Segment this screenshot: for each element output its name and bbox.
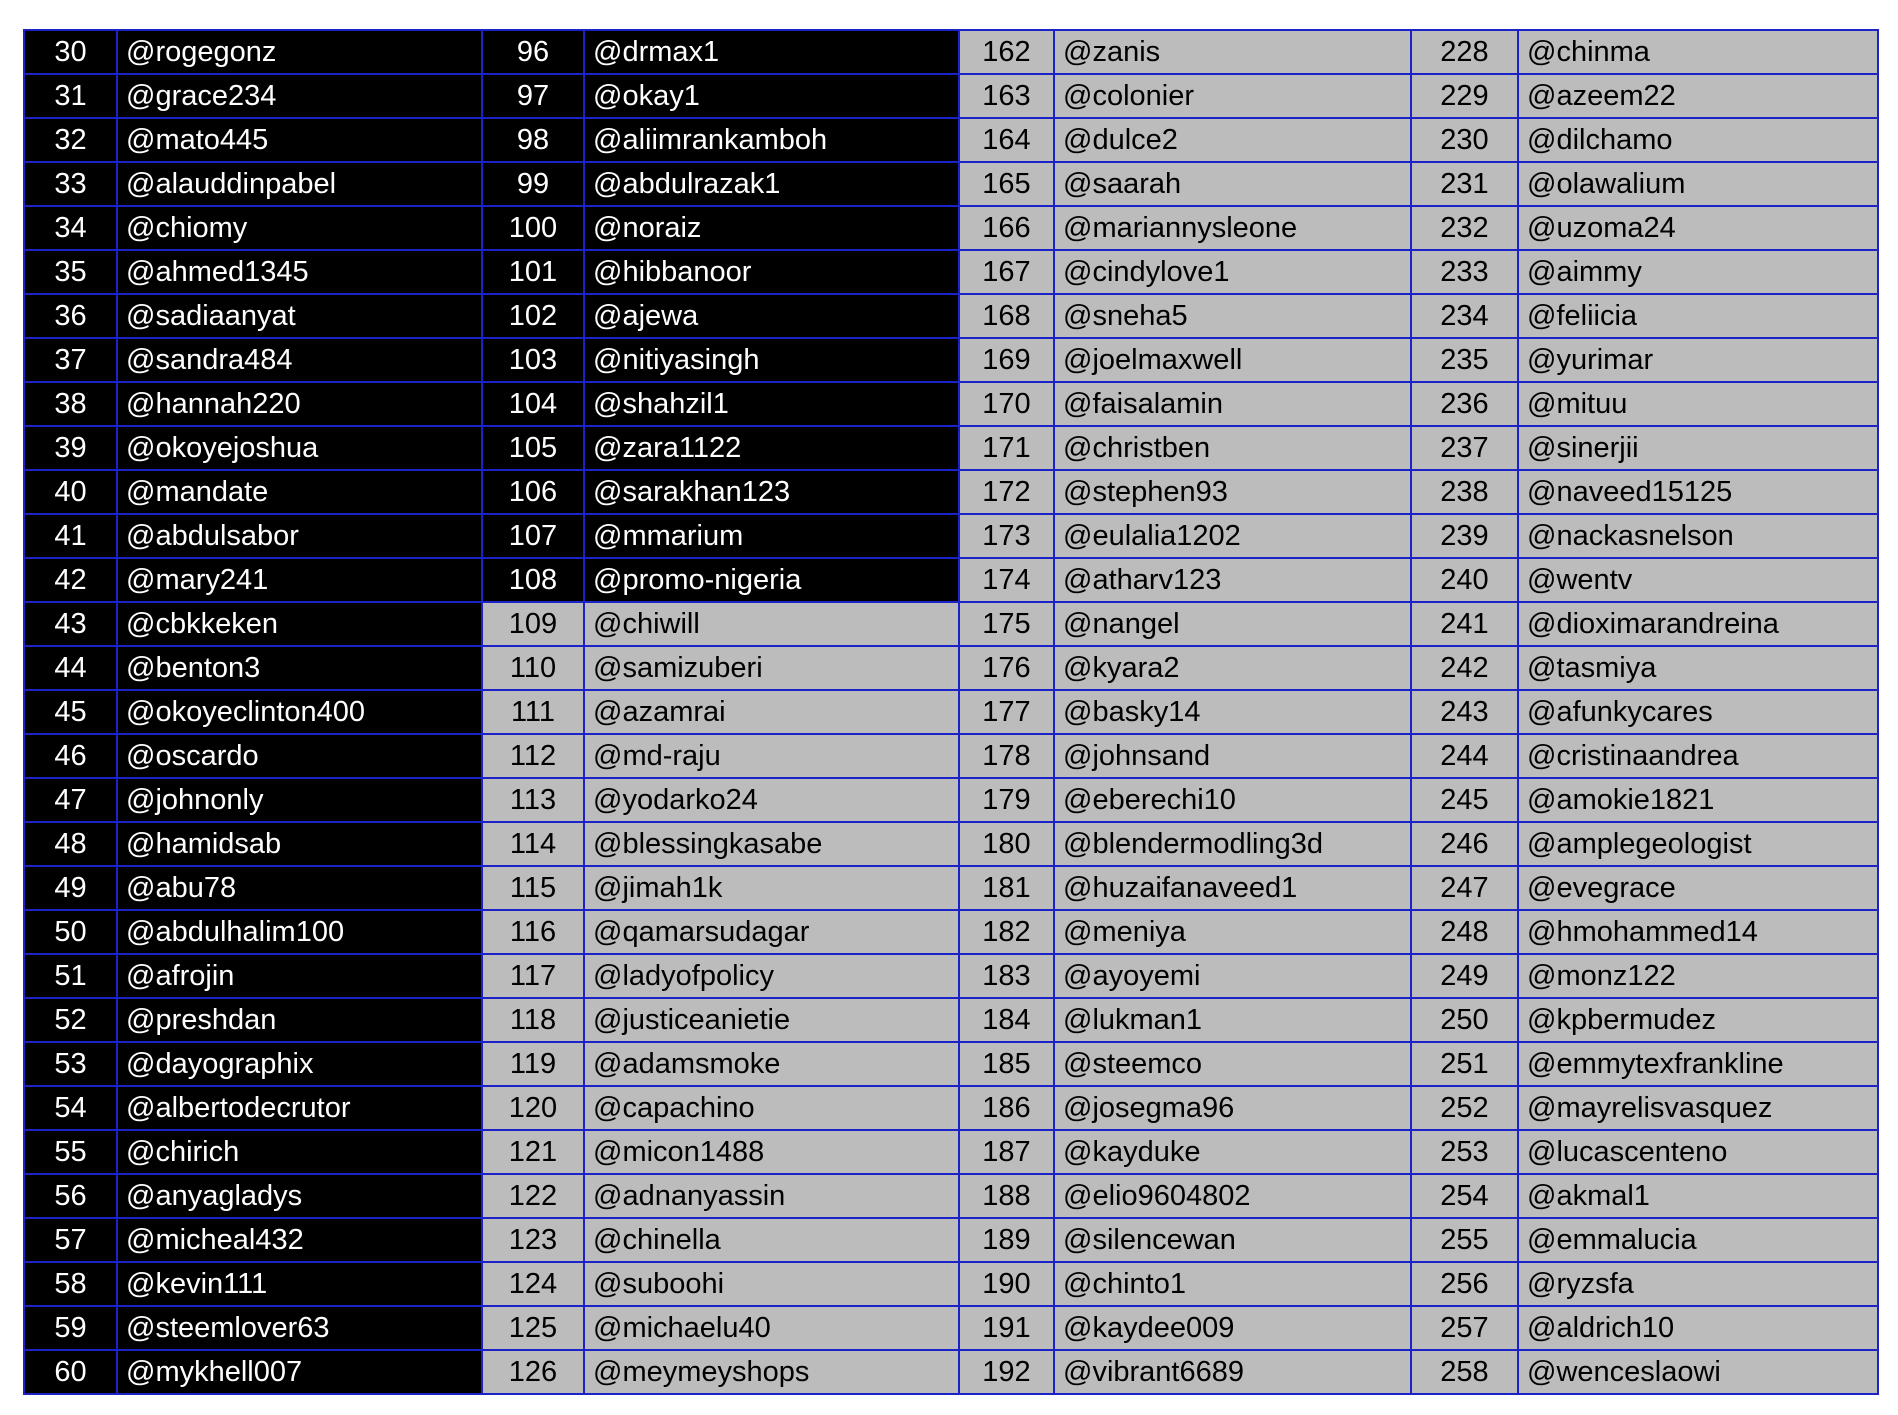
username-cell: @dulce2	[1054, 118, 1411, 162]
rank-number-cell: 175	[959, 602, 1054, 646]
username-cell: @huzaifanaveed1	[1054, 866, 1411, 910]
table-row	[24, 1042, 1878, 1086]
username-cell: @hibbanoor	[584, 250, 959, 294]
username-cell: @lukman1	[1054, 998, 1411, 1042]
table-row	[24, 30, 1878, 74]
table-row	[24, 1218, 1878, 1262]
username-cell: @evegrace	[1518, 866, 1878, 910]
username-cell: @kyara2	[1054, 646, 1411, 690]
username-cell: @yurimar	[1518, 338, 1878, 382]
rank-number-cell: 245	[1411, 778, 1518, 822]
rank-number-cell: 180	[959, 822, 1054, 866]
username-cell: @cristinaandrea	[1518, 734, 1878, 778]
rank-number-cell: 39	[24, 426, 117, 470]
username-cell: @chiwill	[584, 602, 959, 646]
username-cell: @emmalucia	[1518, 1218, 1878, 1262]
table-row	[24, 910, 1878, 954]
rank-number-cell: 109	[482, 602, 584, 646]
username-cell: @kevin111	[117, 1262, 482, 1306]
rank-number-cell: 250	[1411, 998, 1518, 1042]
username-cell: @wenceslaowi	[1518, 1350, 1878, 1394]
table-row	[24, 778, 1878, 822]
rank-number-cell: 258	[1411, 1350, 1518, 1394]
username-cell: @aldrich10	[1518, 1306, 1878, 1350]
rank-number-cell: 103	[482, 338, 584, 382]
username-cell: @meymeyshops	[584, 1350, 959, 1394]
username-cell: @uzoma24	[1518, 206, 1878, 250]
username-cell: @promo-nigeria	[584, 558, 959, 602]
username-cell: @md-raju	[584, 734, 959, 778]
username-cell: @tasmiya	[1518, 646, 1878, 690]
rank-number-cell: 256	[1411, 1262, 1518, 1306]
rank-number-cell: 98	[482, 118, 584, 162]
username-cell: @chinto1	[1054, 1262, 1411, 1306]
rank-number-cell: 162	[959, 30, 1054, 74]
username-cell: @silencewan	[1054, 1218, 1411, 1262]
rank-number-cell: 55	[24, 1130, 117, 1174]
username-cell: @okoyejoshua	[117, 426, 482, 470]
rank-number-cell: 192	[959, 1350, 1054, 1394]
username-cell: @basky14	[1054, 690, 1411, 734]
username-cell: @mato445	[117, 118, 482, 162]
username-cell: @mykhell007	[117, 1350, 482, 1394]
rank-number-cell: 30	[24, 30, 117, 74]
rank-number-cell: 34	[24, 206, 117, 250]
rank-number-cell: 254	[1411, 1174, 1518, 1218]
rank-number-cell: 37	[24, 338, 117, 382]
rank-number-cell: 110	[482, 646, 584, 690]
rank-number-cell: 257	[1411, 1306, 1518, 1350]
username-cell: @hmohammed14	[1518, 910, 1878, 954]
username-cell: @amplegeologist	[1518, 822, 1878, 866]
rank-number-cell: 113	[482, 778, 584, 822]
username-cell: @kayduke	[1054, 1130, 1411, 1174]
username-cell: @naveed15125	[1518, 470, 1878, 514]
rank-number-cell: 232	[1411, 206, 1518, 250]
rank-number-cell: 33	[24, 162, 117, 206]
username-cell: @josegma96	[1054, 1086, 1411, 1130]
username-cell: @abu78	[117, 866, 482, 910]
rank-number-cell: 184	[959, 998, 1054, 1042]
rank-number-cell: 120	[482, 1086, 584, 1130]
username-cell: @kaydee009	[1054, 1306, 1411, 1350]
username-cell: @okoyeclinton400	[117, 690, 482, 734]
username-cell: @dayographix	[117, 1042, 482, 1086]
rank-number-cell: 117	[482, 954, 584, 998]
rank-number-cell: 187	[959, 1130, 1054, 1174]
username-cell: @zara1122	[584, 426, 959, 470]
rank-number-cell: 97	[482, 74, 584, 118]
username-cell: @preshdan	[117, 998, 482, 1042]
username-cell: @steemlover63	[117, 1306, 482, 1350]
rank-number-cell: 247	[1411, 866, 1518, 910]
rank-number-cell: 237	[1411, 426, 1518, 470]
username-cell: @lucascenteno	[1518, 1130, 1878, 1174]
rank-number-cell: 189	[959, 1218, 1054, 1262]
rank-number-cell: 188	[959, 1174, 1054, 1218]
table-row	[24, 1262, 1878, 1306]
rank-number-cell: 246	[1411, 822, 1518, 866]
username-cell: @adamsmoke	[584, 1042, 959, 1086]
table-row	[24, 470, 1878, 514]
rank-number-cell: 255	[1411, 1218, 1518, 1262]
rank-number-cell: 124	[482, 1262, 584, 1306]
username-cell: @mandate	[117, 470, 482, 514]
rank-number-cell: 238	[1411, 470, 1518, 514]
rank-number-cell: 36	[24, 294, 117, 338]
rank-number-cell: 163	[959, 74, 1054, 118]
rank-number-cell: 57	[24, 1218, 117, 1262]
rank-number-cell: 176	[959, 646, 1054, 690]
rank-number-cell: 231	[1411, 162, 1518, 206]
table-row	[24, 1086, 1878, 1130]
username-cell: @johnonly	[117, 778, 482, 822]
username-cell: @faisalamin	[1054, 382, 1411, 426]
username-cell: @azeem22	[1518, 74, 1878, 118]
rank-number-cell: 115	[482, 866, 584, 910]
rank-number-cell: 50	[24, 910, 117, 954]
rank-number-cell: 230	[1411, 118, 1518, 162]
rank-number-cell: 244	[1411, 734, 1518, 778]
rank-number-cell: 173	[959, 514, 1054, 558]
username-cell: @noraiz	[584, 206, 959, 250]
username-cell: @dilchamo	[1518, 118, 1878, 162]
username-cell: @yodarko24	[584, 778, 959, 822]
rank-number-cell: 181	[959, 866, 1054, 910]
table-row	[24, 998, 1878, 1042]
rank-number-cell: 177	[959, 690, 1054, 734]
rank-number-cell: 172	[959, 470, 1054, 514]
rank-number-cell: 58	[24, 1262, 117, 1306]
rank-number-cell: 182	[959, 910, 1054, 954]
rank-number-cell: 47	[24, 778, 117, 822]
username-cell: @adnanyassin	[584, 1174, 959, 1218]
username-cell: @atharv123	[1054, 558, 1411, 602]
username-cell: @christben	[1054, 426, 1411, 470]
rank-number-cell: 35	[24, 250, 117, 294]
username-cell: @aimmy	[1518, 250, 1878, 294]
rank-number-cell: 185	[959, 1042, 1054, 1086]
username-cell: @anyagladys	[117, 1174, 482, 1218]
username-cell: @afrojin	[117, 954, 482, 998]
rank-number-cell: 242	[1411, 646, 1518, 690]
rank-number-cell: 235	[1411, 338, 1518, 382]
table-row	[24, 294, 1878, 338]
rank-number-cell: 42	[24, 558, 117, 602]
rank-number-cell: 239	[1411, 514, 1518, 558]
rank-number-cell: 111	[482, 690, 584, 734]
username-cell: @alauddinpabel	[117, 162, 482, 206]
table-row	[24, 602, 1878, 646]
table-row	[24, 514, 1878, 558]
rank-number-cell: 108	[482, 558, 584, 602]
rank-number-cell: 241	[1411, 602, 1518, 646]
username-cell: @abdulhalim100	[117, 910, 482, 954]
table-row	[24, 1306, 1878, 1350]
username-cell: @sinerjii	[1518, 426, 1878, 470]
table-row	[24, 558, 1878, 602]
participant-table-body	[24, 30, 1878, 1394]
username-cell: @chiomy	[117, 206, 482, 250]
rank-number-cell: 236	[1411, 382, 1518, 426]
rank-number-cell: 168	[959, 294, 1054, 338]
username-cell: @ajewa	[584, 294, 959, 338]
rank-number-cell: 234	[1411, 294, 1518, 338]
username-cell: @steemco	[1054, 1042, 1411, 1086]
username-cell: @abdulrazak1	[584, 162, 959, 206]
rank-number-cell: 167	[959, 250, 1054, 294]
table-row	[24, 250, 1878, 294]
rank-number-cell: 190	[959, 1262, 1054, 1306]
username-cell: @okay1	[584, 74, 959, 118]
table-row	[24, 338, 1878, 382]
username-cell: @meniya	[1054, 910, 1411, 954]
rank-number-cell: 32	[24, 118, 117, 162]
table-row	[24, 426, 1878, 470]
username-cell: @justiceanietie	[584, 998, 959, 1042]
username-cell: @nangel	[1054, 602, 1411, 646]
rank-number-cell: 49	[24, 866, 117, 910]
rank-number-cell: 252	[1411, 1086, 1518, 1130]
rank-number-cell: 43	[24, 602, 117, 646]
rank-number-cell: 96	[482, 30, 584, 74]
username-cell: @eulalia1202	[1054, 514, 1411, 558]
username-cell: @stephen93	[1054, 470, 1411, 514]
username-cell: @monz122	[1518, 954, 1878, 998]
rank-number-cell: 52	[24, 998, 117, 1042]
rank-number-cell: 186	[959, 1086, 1054, 1130]
username-cell: @amokie1821	[1518, 778, 1878, 822]
rank-number-cell: 164	[959, 118, 1054, 162]
username-cell: @micheal432	[117, 1218, 482, 1262]
username-cell: @akmal1	[1518, 1174, 1878, 1218]
rank-number-cell: 44	[24, 646, 117, 690]
username-cell: @nitiyasingh	[584, 338, 959, 382]
username-cell: @oscardo	[117, 734, 482, 778]
rank-number-cell: 121	[482, 1130, 584, 1174]
rank-number-cell: 248	[1411, 910, 1518, 954]
participant-table	[23, 29, 1879, 1395]
rank-number-cell: 170	[959, 382, 1054, 426]
rank-number-cell: 54	[24, 1086, 117, 1130]
rank-number-cell: 174	[959, 558, 1054, 602]
username-cell: @cbkkeken	[117, 602, 482, 646]
username-cell: @mituu	[1518, 382, 1878, 426]
rank-number-cell: 228	[1411, 30, 1518, 74]
table-row	[24, 646, 1878, 690]
username-cell: @nackasnelson	[1518, 514, 1878, 558]
rank-number-cell: 107	[482, 514, 584, 558]
username-cell: @feliicia	[1518, 294, 1878, 338]
rank-number-cell: 41	[24, 514, 117, 558]
username-cell: @capachino	[584, 1086, 959, 1130]
username-cell: @ayoyemi	[1054, 954, 1411, 998]
username-cell: @colonier	[1054, 74, 1411, 118]
rank-number-cell: 104	[482, 382, 584, 426]
username-cell: @sneha5	[1054, 294, 1411, 338]
rank-number-cell: 100	[482, 206, 584, 250]
table-row	[24, 382, 1878, 426]
rank-number-cell: 229	[1411, 74, 1518, 118]
rank-number-cell: 125	[482, 1306, 584, 1350]
username-cell: @chinma	[1518, 30, 1878, 74]
username-cell: @zanis	[1054, 30, 1411, 74]
rank-number-cell: 240	[1411, 558, 1518, 602]
username-cell: @sandra484	[117, 338, 482, 382]
rank-number-cell: 48	[24, 822, 117, 866]
rank-number-cell: 169	[959, 338, 1054, 382]
username-cell: @hamidsab	[117, 822, 482, 866]
table-row	[24, 162, 1878, 206]
table-row	[24, 734, 1878, 778]
username-cell: @mayrelisvasquez	[1518, 1086, 1878, 1130]
username-cell: @kpbermudez	[1518, 998, 1878, 1042]
username-cell: @ladyofpolicy	[584, 954, 959, 998]
username-cell: @elio9604802	[1054, 1174, 1411, 1218]
username-cell: @drmax1	[584, 30, 959, 74]
rank-number-cell: 253	[1411, 1130, 1518, 1174]
rank-number-cell: 38	[24, 382, 117, 426]
rank-number-cell: 233	[1411, 250, 1518, 294]
rank-number-cell: 165	[959, 162, 1054, 206]
rank-number-cell: 166	[959, 206, 1054, 250]
username-cell: @albertodecrutor	[117, 1086, 482, 1130]
rank-number-cell: 45	[24, 690, 117, 734]
table-row	[24, 118, 1878, 162]
username-cell: @sadiaanyat	[117, 294, 482, 338]
username-cell: @jimah1k	[584, 866, 959, 910]
table-row	[24, 206, 1878, 250]
username-cell: @ahmed1345	[117, 250, 482, 294]
username-cell: @cindylove1	[1054, 250, 1411, 294]
table-row	[24, 866, 1878, 910]
username-cell: @mmarium	[584, 514, 959, 558]
username-cell: @sarakhan123	[584, 470, 959, 514]
rank-number-cell: 102	[482, 294, 584, 338]
rank-number-cell: 114	[482, 822, 584, 866]
username-cell: @abdulsabor	[117, 514, 482, 558]
rank-number-cell: 60	[24, 1350, 117, 1394]
rank-number-cell: 126	[482, 1350, 584, 1394]
rank-number-cell: 191	[959, 1306, 1054, 1350]
rank-number-cell: 119	[482, 1042, 584, 1086]
username-cell: @ryzsfa	[1518, 1262, 1878, 1306]
username-cell: @benton3	[117, 646, 482, 690]
username-cell: @mariannysleone	[1054, 206, 1411, 250]
rank-number-cell: 243	[1411, 690, 1518, 734]
table-row	[24, 74, 1878, 118]
username-cell: @mary241	[117, 558, 482, 602]
rank-number-cell: 106	[482, 470, 584, 514]
rank-number-cell: 40	[24, 470, 117, 514]
username-cell: @blessingkasabe	[584, 822, 959, 866]
rank-number-cell: 122	[482, 1174, 584, 1218]
table-row	[24, 1174, 1878, 1218]
username-cell: @azamrai	[584, 690, 959, 734]
rank-number-cell: 46	[24, 734, 117, 778]
rank-number-cell: 118	[482, 998, 584, 1042]
rank-number-cell: 56	[24, 1174, 117, 1218]
username-cell: @grace234	[117, 74, 482, 118]
username-cell: @chirich	[117, 1130, 482, 1174]
rank-number-cell: 31	[24, 74, 117, 118]
username-cell: @afunkycares	[1518, 690, 1878, 734]
rank-number-cell: 51	[24, 954, 117, 998]
username-cell: @joelmaxwell	[1054, 338, 1411, 382]
username-cell: @emmytexfrankline	[1518, 1042, 1878, 1086]
username-cell: @wentv	[1518, 558, 1878, 602]
username-cell: @chinella	[584, 1218, 959, 1262]
rank-number-cell: 59	[24, 1306, 117, 1350]
username-cell: @eberechi10	[1054, 778, 1411, 822]
rank-number-cell: 116	[482, 910, 584, 954]
username-cell: @micon1488	[584, 1130, 959, 1174]
rank-number-cell: 251	[1411, 1042, 1518, 1086]
username-cell: @saarah	[1054, 162, 1411, 206]
table-row	[24, 822, 1878, 866]
rank-number-cell: 101	[482, 250, 584, 294]
username-cell: @shahzil1	[584, 382, 959, 426]
username-cell: @hannah220	[117, 382, 482, 426]
username-cell: @blendermodling3d	[1054, 822, 1411, 866]
table-row	[24, 954, 1878, 998]
username-cell: @olawalium	[1518, 162, 1878, 206]
rank-number-cell: 249	[1411, 954, 1518, 998]
username-cell: @vibrant6689	[1054, 1350, 1411, 1394]
username-cell: @suboohi	[584, 1262, 959, 1306]
rank-number-cell: 112	[482, 734, 584, 778]
username-cell: @qamarsudagar	[584, 910, 959, 954]
username-cell: @samizuberi	[584, 646, 959, 690]
table-row	[24, 1350, 1878, 1394]
username-cell: @michaelu40	[584, 1306, 959, 1350]
rank-number-cell: 171	[959, 426, 1054, 470]
table-row	[24, 1130, 1878, 1174]
username-cell: @johnsand	[1054, 734, 1411, 778]
table-row	[24, 690, 1878, 734]
rank-number-cell: 123	[482, 1218, 584, 1262]
rank-number-cell: 179	[959, 778, 1054, 822]
username-cell: @rogegonz	[117, 30, 482, 74]
rank-number-cell: 53	[24, 1042, 117, 1086]
rank-number-cell: 99	[482, 162, 584, 206]
rank-number-cell: 105	[482, 426, 584, 470]
rank-number-cell: 183	[959, 954, 1054, 998]
username-cell: @aliimrankamboh	[584, 118, 959, 162]
rank-number-cell: 178	[959, 734, 1054, 778]
username-cell: @dioximarandreina	[1518, 602, 1878, 646]
